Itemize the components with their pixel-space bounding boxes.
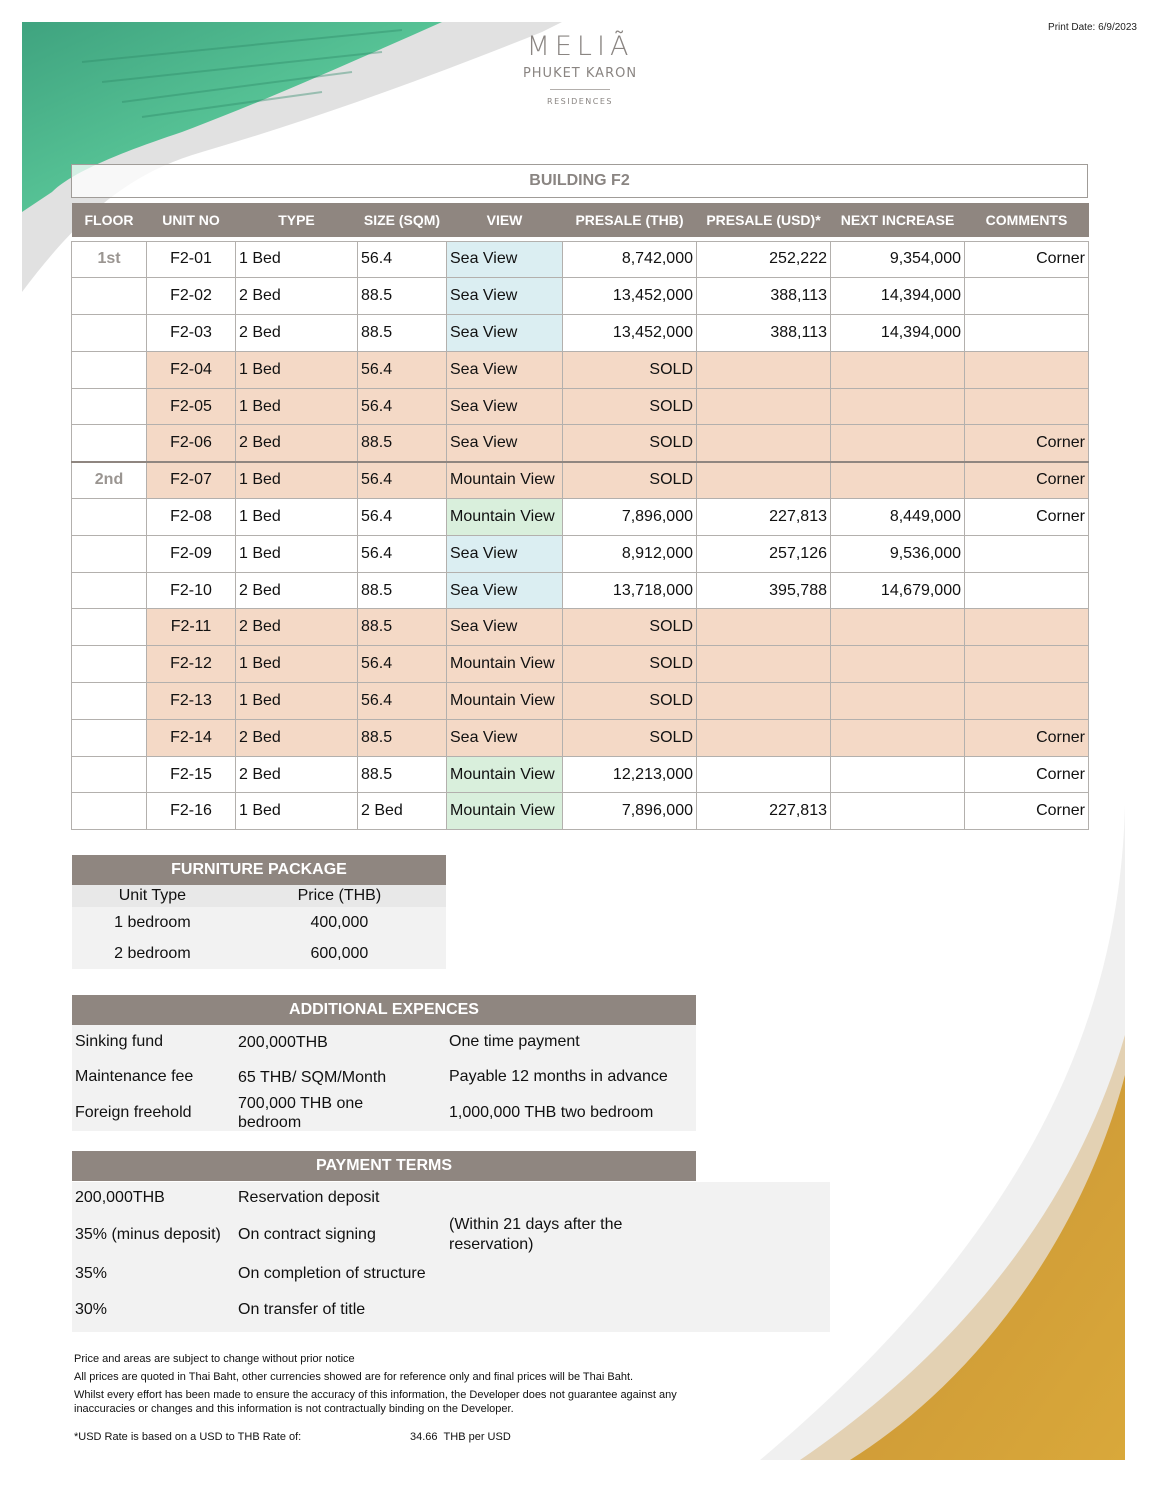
unit-presale-thb: 7,896,000 <box>563 793 697 830</box>
unit-comments <box>965 683 1089 720</box>
unit-next-increase <box>831 719 965 756</box>
table-row <box>72 462 1089 499</box>
unit-presale-usd <box>697 425 831 462</box>
unit-view: Sea View <box>447 241 563 278</box>
unit-size: 56.4 <box>358 462 447 499</box>
payment-note: (Within 21 days after the reservation) <box>449 1216 623 1253</box>
col-header-floor: FLOOR <box>72 203 147 237</box>
unit-comments <box>965 315 1089 352</box>
unit-presale-usd <box>697 756 831 793</box>
payment-amount: 35% (minus deposit) <box>75 1226 221 1243</box>
usd-rate-label: *USD Rate is based on a USD to THB Rate of: <box>74 1431 302 1443</box>
additional-expenses <box>72 995 696 1131</box>
furniture-col-type: Unit Type <box>118 887 187 904</box>
unit-next-increase <box>831 683 965 720</box>
unit-floor <box>72 756 147 793</box>
unit-type: 1 Bed <box>236 241 358 278</box>
unit-presale-usd: 388,113 <box>697 278 831 315</box>
unit-view: Sea View <box>447 278 563 315</box>
unit-number: F2-03 <box>147 315 236 352</box>
furniture-title: FURNITURE PACKAGE <box>72 855 446 885</box>
unit-presale-thb: 8,742,000 <box>563 241 697 278</box>
logo-tagline: RESIDENCES <box>547 97 613 106</box>
melia-logo <box>500 30 660 106</box>
table-row <box>72 278 1089 315</box>
unit-comments <box>965 388 1089 425</box>
col-header-size: SIZE (SQM) <box>358 203 447 237</box>
table-row <box>72 388 1089 425</box>
table-header-row <box>72 203 1089 237</box>
furniture-package <box>72 855 446 969</box>
unit-presale-usd: 388,113 <box>697 315 831 352</box>
unit-type: 2 Bed <box>236 425 358 462</box>
payment-terms <box>72 1182 830 1332</box>
disclaimer-line: Price and areas are subject to change without prior notice <box>74 1353 355 1365</box>
unit-presale-usd <box>697 683 831 720</box>
unit-size: 56.4 <box>358 535 447 572</box>
unit-comments <box>965 609 1089 646</box>
expense-note: Payable 12 months in advance <box>449 1068 668 1085</box>
unit-presale-usd <box>697 351 831 388</box>
unit-next-increase <box>831 646 965 683</box>
unit-size: 56.4 <box>358 646 447 683</box>
unit-comments <box>965 572 1089 609</box>
unit-presale-usd <box>697 719 831 756</box>
unit-type: 1 Bed <box>236 646 358 683</box>
unit-comments: Corner <box>965 462 1089 499</box>
table-row <box>72 315 1089 352</box>
unit-floor <box>72 572 147 609</box>
logo-location: PHUKET KARON <box>522 66 638 81</box>
col-header-presale-thb: PRESALE (THB) <box>563 203 697 237</box>
payment-row <box>72 1292 830 1328</box>
table-row <box>72 609 1089 646</box>
building-title: BUILDING F2 <box>71 164 1088 198</box>
unit-view: Sea View <box>447 535 563 572</box>
unit-next-increase: 14,679,000 <box>831 572 965 609</box>
unit-type: 1 Bed <box>236 388 358 425</box>
unit-number: F2-10 <box>147 572 236 609</box>
unit-number: F2-07 <box>147 462 236 499</box>
unit-presale-usd: 252,222 <box>697 241 831 278</box>
unit-number: F2-11 <box>147 609 236 646</box>
unit-presale-usd <box>697 462 831 499</box>
expense-note: One time payment <box>449 1033 580 1050</box>
unit-number: F2-13 <box>147 683 236 720</box>
unit-comments: Corner <box>965 241 1089 278</box>
unit-floor <box>72 793 147 830</box>
unit-presale-thb: SOLD <box>563 719 697 756</box>
col-header-presale-usd: PRESALE (USD)* <box>697 203 831 237</box>
unit-view: Mountain View <box>447 683 563 720</box>
payment-row <box>72 1256 830 1292</box>
unit-presale-usd: 257,126 <box>697 535 831 572</box>
unit-presale-thb: 12,213,000 <box>563 756 697 793</box>
unit-presale-usd <box>697 646 831 683</box>
unit-next-increase <box>831 793 965 830</box>
unit-size: 88.5 <box>358 609 447 646</box>
furniture-col-price: Price (THB) <box>297 887 382 904</box>
gold-brush-decoration <box>740 805 1140 1465</box>
unit-floor <box>72 719 147 756</box>
unit-view: Sea View <box>447 572 563 609</box>
furniture-type: 2 bedroom <box>114 944 191 962</box>
payment-terms-header <box>72 1151 696 1181</box>
table-row <box>72 719 1089 756</box>
expense-amount: 200,000THB <box>238 1033 328 1051</box>
unit-presale-thb: SOLD <box>563 351 697 388</box>
furniture-row <box>72 907 446 938</box>
furniture-price: 400,000 <box>310 913 369 931</box>
unit-presale-thb: 13,718,000 <box>563 572 697 609</box>
unit-view: Sea View <box>447 315 563 352</box>
unit-number: F2-14 <box>147 719 236 756</box>
building-section <box>71 164 1088 830</box>
unit-type: 1 Bed <box>236 351 358 388</box>
col-header-next-increase: NEXT INCREASE <box>831 203 965 237</box>
payment-amount: 30% <box>75 1301 108 1318</box>
usd-rate-unit: THB per USD <box>443 1431 511 1443</box>
unit-number: F2-05 <box>147 388 236 425</box>
unit-presale-thb: SOLD <box>563 388 697 425</box>
payment-amount: 200,000THB <box>75 1189 165 1206</box>
unit-number: F2-02 <box>147 278 236 315</box>
expenses-title: ADDITIONAL EXPENCES <box>72 995 696 1025</box>
payment-stage: On completion of structure <box>238 1265 426 1282</box>
table-row <box>72 535 1089 572</box>
unit-presale-usd <box>697 388 831 425</box>
unit-floor <box>72 315 147 352</box>
unit-view: Sea View <box>447 719 563 756</box>
unit-floor <box>72 425 147 462</box>
payment-row <box>72 1182 830 1214</box>
table-row <box>72 499 1089 536</box>
unit-floor <box>72 535 147 572</box>
unit-number: F2-09 <box>147 535 236 572</box>
unit-presale-thb: SOLD <box>563 609 697 646</box>
unit-next-increase: 9,536,000 <box>831 535 965 572</box>
unit-presale-thb: SOLD <box>563 683 697 720</box>
unit-view: Mountain View <box>447 462 563 499</box>
unit-floor <box>72 683 147 720</box>
unit-next-increase: 8,449,000 <box>831 499 965 536</box>
furniture-header-row <box>72 885 446 907</box>
unit-number: F2-01 <box>147 241 236 278</box>
disclaimer-line: Whilst every effort has been made to ensure the accuracy of this information, the Developer does not guarantee against any inaccuracies or changes and this information is not contractually binding on the Developer. <box>74 1389 677 1415</box>
unit-next-increase <box>831 351 965 388</box>
unit-presale-thb: SOLD <box>563 646 697 683</box>
unit-comments: Corner <box>965 756 1089 793</box>
unit-type: 2 Bed <box>236 756 358 793</box>
unit-size: 88.5 <box>358 756 447 793</box>
unit-view: Sea View <box>447 388 563 425</box>
unit-floor: 2nd <box>72 462 147 499</box>
expense-amount: 65 THB/ SQM/Month <box>238 1068 387 1086</box>
unit-type: 1 Bed <box>236 462 358 499</box>
col-header-comments: COMMENTS <box>965 203 1089 237</box>
table-row <box>72 646 1089 683</box>
unit-view: Sea View <box>447 609 563 646</box>
unit-view: Mountain View <box>447 499 563 536</box>
unit-number: F2-04 <box>147 351 236 388</box>
unit-presale-thb: 13,452,000 <box>563 315 697 352</box>
unit-size: 88.5 <box>358 278 447 315</box>
unit-floor <box>72 388 147 425</box>
unit-comments <box>965 646 1089 683</box>
usd-rate <box>74 1430 714 1444</box>
print-date: Print Date: 6/9/2023 <box>1048 22 1137 33</box>
unit-next-increase: 9,354,000 <box>831 241 965 278</box>
unit-comments: Corner <box>965 793 1089 830</box>
disclaimer-line: All prices are quoted in Thai Baht, other currencies showed are for reference only and final prices will be Thai Baht. <box>74 1371 634 1383</box>
unit-size: 88.5 <box>358 425 447 462</box>
unit-size: 56.4 <box>358 351 447 388</box>
payment-stage: On contract signing <box>238 1226 376 1243</box>
unit-floor <box>72 278 147 315</box>
unit-floor: 1st <box>72 241 147 278</box>
table-row <box>72 351 1089 388</box>
unit-type: 2 Bed <box>236 278 358 315</box>
unit-type: 2 Bed <box>236 609 358 646</box>
table-row <box>72 241 1089 278</box>
unit-type: 1 Bed <box>236 535 358 572</box>
unit-comments <box>965 535 1089 572</box>
expense-item: Foreign freehold <box>75 1104 192 1121</box>
unit-next-increase <box>831 462 965 499</box>
expense-row <box>72 1095 696 1131</box>
payment-stage: On transfer of title <box>238 1301 366 1318</box>
unit-presale-thb: 13,452,000 <box>563 278 697 315</box>
unit-comments <box>965 278 1089 315</box>
unit-size: 56.4 <box>358 683 447 720</box>
unit-size: 56.4 <box>358 499 447 536</box>
unit-next-increase <box>831 756 965 793</box>
expense-row <box>72 1025 696 1059</box>
table-row <box>72 425 1089 462</box>
unit-type: 2 Bed <box>236 315 358 352</box>
unit-size: 56.4 <box>358 241 447 278</box>
unit-view: Mountain View <box>447 793 563 830</box>
col-header-unit: UNIT NO <box>147 203 236 237</box>
usd-rate-value: 34.66 <box>410 1431 438 1443</box>
unit-view: Mountain View <box>447 646 563 683</box>
unit-comments: Corner <box>965 499 1089 536</box>
table-row <box>72 793 1089 830</box>
unit-presale-usd: 227,813 <box>697 499 831 536</box>
unit-floor <box>72 609 147 646</box>
unit-size: 88.5 <box>358 315 447 352</box>
unit-view: Sea View <box>447 351 563 388</box>
logo-divider <box>550 89 610 90</box>
unit-presale-usd <box>697 609 831 646</box>
furniture-price: 600,000 <box>310 944 369 962</box>
unit-presale-usd: 227,813 <box>697 793 831 830</box>
table-row <box>72 683 1089 720</box>
unit-comments: Corner <box>965 719 1089 756</box>
unit-type: 2 Bed <box>236 719 358 756</box>
table-row <box>72 572 1089 609</box>
furniture-row <box>72 938 446 969</box>
unit-view: Mountain View <box>447 756 563 793</box>
expense-item: Sinking fund <box>75 1033 164 1050</box>
unit-comments: Corner <box>965 425 1089 462</box>
unit-presale-thb: SOLD <box>563 425 697 462</box>
unit-floor <box>72 499 147 536</box>
unit-presale-thb: SOLD <box>563 462 697 499</box>
unit-next-increase <box>831 425 965 462</box>
unit-size: 88.5 <box>358 572 447 609</box>
payment-title: PAYMENT TERMS <box>72 1151 696 1181</box>
expense-row <box>72 1059 696 1095</box>
col-header-type: TYPE <box>236 203 358 237</box>
unit-view: Sea View <box>447 425 563 462</box>
disclaimer-notes <box>74 1352 714 1444</box>
logo-brand: MELIÃ <box>526 31 634 62</box>
unit-next-increase <box>831 609 965 646</box>
expense-amount: 700,000 THB one bedroom <box>238 1095 364 1131</box>
unit-next-increase <box>831 388 965 425</box>
unit-floor <box>72 646 147 683</box>
unit-type: 1 Bed <box>236 793 358 830</box>
unit-size: 56.4 <box>358 388 447 425</box>
payment-stage: Reservation deposit <box>238 1189 380 1206</box>
expense-item: Maintenance fee <box>75 1068 194 1085</box>
unit-size: 88.5 <box>358 719 447 756</box>
table-row <box>72 756 1089 793</box>
unit-floor <box>72 351 147 388</box>
unit-presale-thb: 8,912,000 <box>563 535 697 572</box>
unit-type: 1 Bed <box>236 683 358 720</box>
unit-presale-usd: 395,788 <box>697 572 831 609</box>
unit-type: 2 Bed <box>236 572 358 609</box>
unit-number: F2-12 <box>147 646 236 683</box>
unit-number: F2-16 <box>147 793 236 830</box>
unit-presale-thb: 7,896,000 <box>563 499 697 536</box>
unit-number: F2-06 <box>147 425 236 462</box>
unit-size: 2 Bed <box>358 793 447 830</box>
expense-note: 1,000,000 THB two bedroom <box>449 1104 654 1121</box>
col-header-view: VIEW <box>447 203 563 237</box>
units-table <box>71 203 1089 830</box>
furniture-type: 1 bedroom <box>114 913 191 931</box>
unit-number: F2-15 <box>147 756 236 793</box>
unit-number: F2-08 <box>147 499 236 536</box>
payment-amount: 35% <box>75 1265 108 1282</box>
unit-comments <box>965 351 1089 388</box>
unit-next-increase: 14,394,000 <box>831 315 965 352</box>
payment-row <box>72 1214 830 1256</box>
unit-type: 1 Bed <box>236 499 358 536</box>
unit-next-increase: 14,394,000 <box>831 278 965 315</box>
